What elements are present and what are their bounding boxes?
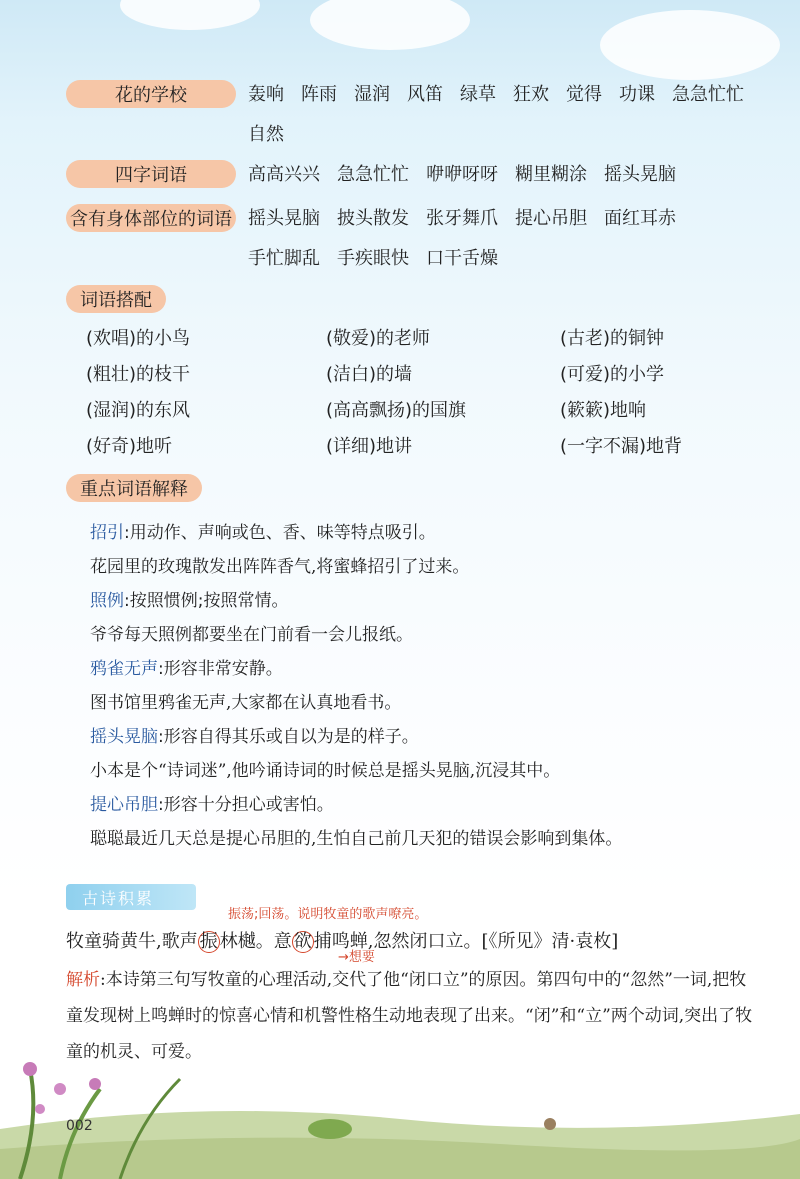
definition-line <box>90 518 780 552</box>
term: 招引 <box>90 523 124 543</box>
term: 提心吊胆 <box>90 795 158 815</box>
definition: :形容自得其乐或自以为是的样子。 <box>158 727 419 747</box>
collocation-item: (可爱)的小学 <box>560 364 665 385</box>
word: 觉得 <box>566 84 602 105</box>
word: 手忙脚乱 <box>248 248 320 269</box>
vocab-group-words-2 <box>248 199 768 279</box>
collocation-item: (敬爱)的老师 <box>326 328 431 349</box>
word: 提心吊胆 <box>515 208 587 229</box>
word: 高高兴兴 <box>248 164 320 185</box>
word: 阵雨 <box>301 84 337 105</box>
key-words-list <box>90 518 780 858</box>
word: 张牙舞爪 <box>426 208 498 229</box>
page-number: 002 <box>66 1118 93 1134</box>
word: 湿润 <box>354 84 390 105</box>
vocab-group-label-1: 四字词语 <box>66 160 236 188</box>
vocab-group-label-0: 花的学校 <box>66 80 236 108</box>
word: 披头散发 <box>337 208 409 229</box>
collocation-item: (古老)的铜钟 <box>560 328 665 349</box>
definition: :用动作、声响或色、香、味等特点吸引。 <box>124 523 436 543</box>
poem-analysis <box>66 962 756 1070</box>
word: 摇头晃脑 <box>248 208 320 229</box>
definition-line <box>90 586 780 620</box>
word: 口干舌燥 <box>426 248 498 269</box>
arrow-icon: → <box>338 950 349 965</box>
poem-text <box>66 927 618 953</box>
key-words-title: 重点词语解释 <box>66 474 202 502</box>
cloud-decoration <box>120 0 260 30</box>
term: 鸦雀无声 <box>90 659 158 679</box>
poem-section-title: 古诗积累 <box>66 884 196 910</box>
word: 面红耳赤 <box>604 208 676 229</box>
collocation-grid <box>86 324 786 468</box>
collocation-item: (湿润)的东风 <box>86 400 191 421</box>
definition: :形容十分担心或害怕。 <box>158 795 334 815</box>
analysis-label: 解析 <box>66 970 100 990</box>
word: 风笛 <box>407 84 443 105</box>
word: 自然 <box>248 124 284 145</box>
term: 摇头晃脑 <box>90 727 158 747</box>
collocation-row <box>86 324 786 360</box>
collocation-item: (洁白)的墙 <box>326 364 413 385</box>
example-sentence: 爷爷每天照例都要坐在门前看一会儿报纸。 <box>90 625 413 645</box>
circled-char: 欲 <box>293 931 312 952</box>
collocation-title: 词语搭配 <box>66 285 166 313</box>
collocation-item: (一字不漏)地背 <box>560 436 683 457</box>
example-sentence: 图书馆里鸦雀无声,大家都在认真地看书。 <box>90 693 402 713</box>
grass-scenery-decoration <box>0 1059 800 1179</box>
vocab-group-words-1 <box>248 155 768 195</box>
collocation-row <box>86 432 786 468</box>
example-sentence: 花园里的玫瑰散发出阵阵香气,将蜜蜂招引了过来。 <box>90 557 470 577</box>
cloud-decoration <box>310 0 470 50</box>
circled-char: 振 <box>199 931 218 952</box>
word: 急急忙忙 <box>672 84 744 105</box>
example-sentence: 小本是个“诗词迷”,他吟诵诗词的时候总是摇头晃脑,沉浸其中。 <box>90 761 561 781</box>
collocation-row <box>86 360 786 396</box>
word: 轰响 <box>248 84 284 105</box>
word: 手疾眼快 <box>337 248 409 269</box>
collocation-item: (欢唱)的小鸟 <box>86 328 191 349</box>
collocation-item: (好奇)地听 <box>86 436 173 457</box>
word: 功课 <box>619 84 655 105</box>
cloud-decoration <box>600 10 780 80</box>
collocation-row <box>86 396 786 432</box>
definition: :形容非常安静。 <box>158 659 283 679</box>
term: 照例 <box>90 591 124 611</box>
definition-line <box>90 654 780 688</box>
collocation-item: (簌簌)地响 <box>560 400 647 421</box>
poem-part: 捕鸣蝉,忽然闭口立。[《所见》清·袁枚] <box>313 931 619 952</box>
word: 摇头晃脑 <box>604 164 676 185</box>
word: 狂欢 <box>513 84 549 105</box>
annotation-top: 振荡;回荡。说明牧童的歌声嘹亮。 <box>228 907 428 922</box>
word: 咿咿呀呀 <box>426 164 498 185</box>
poem-part: 牧童骑黄牛,歌声 <box>66 931 198 952</box>
word: 糊里糊涂 <box>515 164 587 185</box>
collocation-item: (高高飘扬)的国旗 <box>326 400 467 421</box>
analysis-text: :本诗第三句写牧童的心理活动,交代了他“闭口立”的原因。第四句中的“忽然”一词,把牧童发现树上鸣蝉时的惊喜心情和机警性格生动地表现了出来。“闭”和“立”两个动词,突出了牧童的机灵、可爱。 <box>66 970 753 1062</box>
collocation-item: (详细)地讲 <box>326 436 413 457</box>
definition-line <box>90 790 780 824</box>
vocab-group-label-2: 含有身体部位的词语 <box>66 204 236 232</box>
example-sentence: 聪聪最近几天总是提心吊胆的,生怕自己前几天犯的错误会影响到集体。 <box>90 829 623 849</box>
definition-line <box>90 722 780 756</box>
word: 绿草 <box>460 84 496 105</box>
definition: :按照惯例;按照常情。 <box>124 591 289 611</box>
poem-part: 林樾。意 <box>219 931 292 952</box>
annotation-bottom-text: 想要 <box>348 950 375 965</box>
word: 急急忙忙 <box>337 164 409 185</box>
vocab-group-words-0 <box>248 75 768 155</box>
collocation-item: (粗壮)的枝干 <box>86 364 191 385</box>
